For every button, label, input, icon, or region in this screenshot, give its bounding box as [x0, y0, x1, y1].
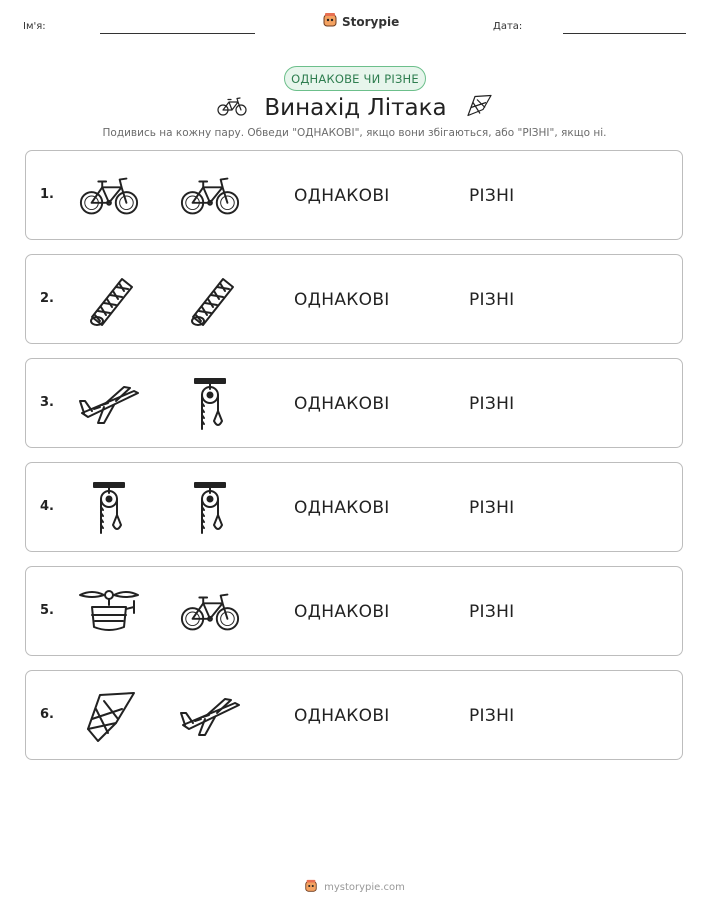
name-line[interactable] — [100, 33, 255, 34]
bicycle-icon — [179, 585, 241, 639]
pair-row — [25, 566, 683, 656]
name-label: Ім'я: — [23, 21, 46, 32]
different-option[interactable]: РІЗНІ — [469, 602, 515, 622]
bicycle-icon — [78, 169, 140, 223]
glider-wing-icon — [78, 689, 140, 743]
bicycle-icon — [179, 169, 241, 223]
pair-number: 2. — [40, 291, 54, 306]
pulley-icon — [179, 377, 241, 431]
storypie-logo — [322, 12, 399, 32]
instructions: Подивись на кожну пару. Обведи "ОДНАКОВІ", якщо вони збігаються, або "РІЗНІ", якщо ні. — [102, 127, 607, 139]
footer-site: mystorypie.com — [324, 882, 405, 893]
same-option[interactable]: ОДНАКОВІ — [294, 602, 390, 622]
different-option[interactable]: РІЗНІ — [469, 186, 515, 206]
pair-row — [25, 358, 683, 448]
page-title: Винахід Літака — [264, 95, 447, 121]
airplane-icon — [78, 377, 140, 431]
different-option[interactable]: РІЗНІ — [469, 706, 515, 726]
pulley-icon — [179, 481, 241, 535]
logo-text: Storypie — [342, 15, 400, 29]
same-option[interactable]: ОДНАКОВІ — [294, 706, 390, 726]
storypie-mascot-icon — [304, 879, 318, 896]
pair-row — [25, 670, 683, 760]
twisted-rope-icon — [179, 273, 241, 327]
same-option[interactable]: ОДНАКОВІ — [294, 186, 390, 206]
same-option[interactable]: ОДНАКОВІ — [294, 290, 390, 310]
pair-row — [25, 254, 683, 344]
pair-number: 4. — [40, 499, 54, 514]
same-option[interactable]: ОДНАКОВІ — [294, 394, 390, 414]
airplane-icon — [179, 689, 241, 743]
pair-number: 1. — [40, 187, 54, 202]
propeller-engine-icon — [78, 585, 140, 639]
pair-number: 5. — [40, 603, 54, 618]
pulley-icon — [78, 481, 140, 535]
different-option[interactable]: РІЗНІ — [469, 290, 515, 310]
pair-row — [25, 150, 683, 240]
date-line[interactable] — [563, 33, 686, 34]
pair-number: 3. — [40, 395, 54, 410]
worksheet-type-badge: ОДНАКОВЕ ЧИ РІЗНЕ — [284, 66, 426, 91]
pair-number: 6. — [40, 707, 54, 722]
different-option[interactable]: РІЗНІ — [469, 394, 515, 414]
different-option[interactable]: РІЗНІ — [469, 498, 515, 518]
bicycle-icon — [216, 95, 248, 121]
footer — [0, 879, 709, 896]
title-row — [0, 91, 709, 125]
date-label: Дата: — [493, 21, 523, 32]
same-option[interactable]: ОДНАКОВІ — [294, 498, 390, 518]
pair-row — [25, 462, 683, 552]
twisted-rope-icon — [78, 273, 140, 327]
storypie-mascot-icon — [322, 12, 338, 32]
glider-wing-icon — [463, 91, 493, 125]
